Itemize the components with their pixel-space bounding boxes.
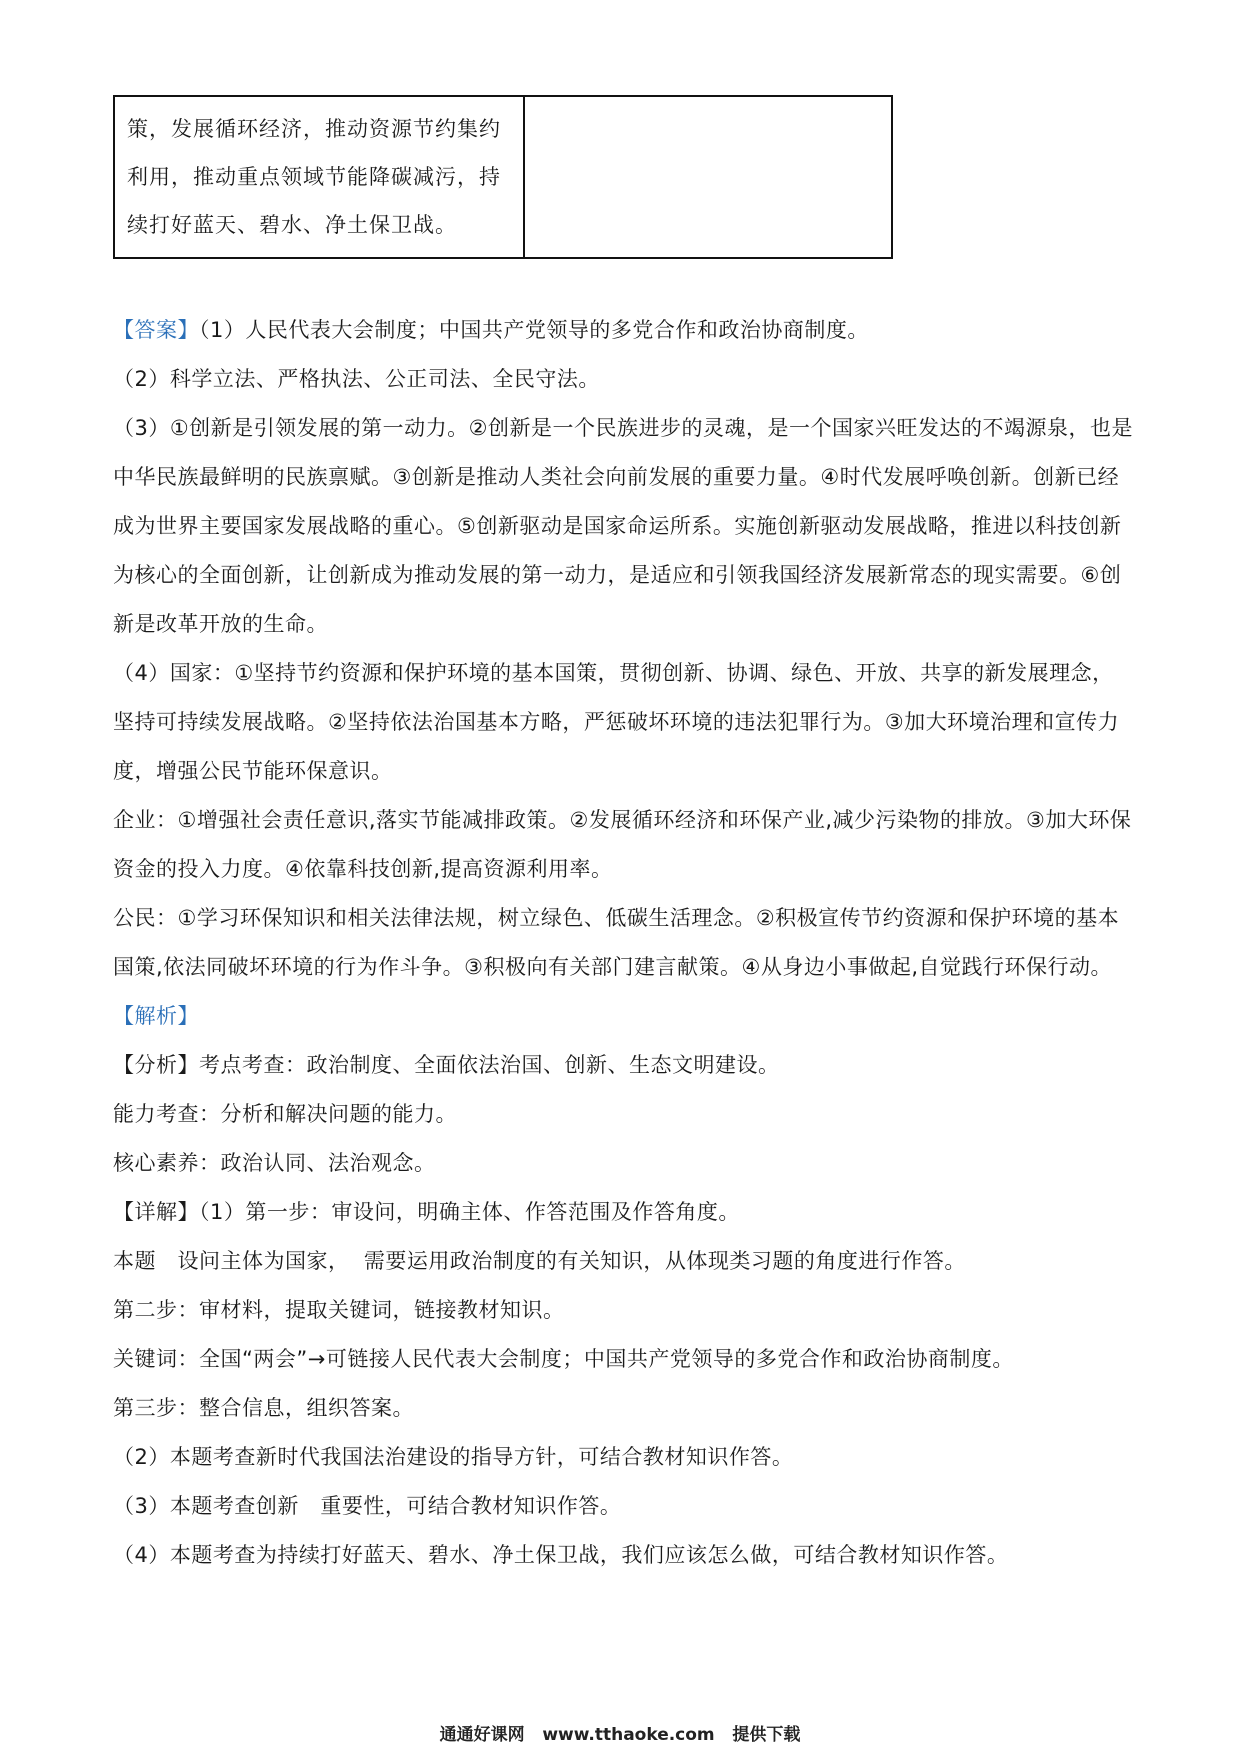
answer-paragraph-2: （2）科学立法、严格执法、公正司法、全民守法。 bbox=[113, 367, 600, 391]
analysis-paragraph-4: 【详解】（1）第一步：审设问，明确主体、作答范围及作答角度。 bbox=[113, 1200, 740, 1224]
table-cell-right bbox=[525, 97, 891, 257]
answer-tag: 【答案】 bbox=[113, 318, 199, 342]
analysis-paragraph-1: 【分析】考点考查：政治制度、全面依法治国、创新、生态文明建设。 bbox=[113, 1053, 780, 1077]
analysis-paragraph-2: 能力考查：分析和解决问题的能力。 bbox=[113, 1102, 457, 1126]
analysis-paragraph-5: 本题 设问主体为国家， 需要运用政治制度的有关知识，从体现类习题的角度进行作答。 bbox=[113, 1249, 966, 1273]
analysis-paragraph-3: 核心素养：政治认同、法治观念。 bbox=[113, 1151, 436, 1175]
answer-paragraph-1 bbox=[113, 306, 1133, 355]
analysis-paragraph-8: 第三步：整合信息，组织答案。 bbox=[113, 1396, 414, 1420]
answer-paragraph-3: （3）①创新是引领发展的第一动力。②创新是一个民族进步的灵魂，是一个国家兴旺发达的不竭源泉，也是中华民族最鲜明的民族禀赋。③创新是推动人类社会向前发展的重要力量。④时代发展呼唤创新。创新已经成为世界主要国家发展战略的重心。⑤创新驱动是国家命运所系。实施创新驱动发展战略，推进以科技创新为核心的全面创新，让创新成为推动发展的第一动力，是适应和引领我国经济发展新常态的现实需要。⑥创新是改革开放的生命。 bbox=[113, 416, 1134, 636]
answer-paragraph-6: 公民：①学习环保知识和相关法律法规，树立绿色、低碳生活理念。②积极宣传节约资源和保护环境的基本国策,依法同破坏环境的行为作斗争。③积极向有关部门建言献策。④从身边小事做起,自觉践行环保行动。 bbox=[113, 906, 1120, 979]
analysis-paragraph-7: 关键词：全国“两会”→可链接人民代表大会制度；中国共产党领导的多党合作和政治协商制度。 bbox=[113, 1347, 1014, 1371]
analysis-paragraph-10: （3）本题考查创新 重要性，可结合教材知识作答。 bbox=[113, 1494, 622, 1518]
answer-body bbox=[113, 306, 1133, 1580]
answer-paragraph-4: （4）国家：①坚持节约资源和保护环境的基本国策，贯彻创新、协调、绿色、开放、共享的新发展理念，坚持可持续发展战略。②坚持依法治国基本方略，严惩破坏环境的违法犯罪行为。③加大环境治理和宣传力度，增强公民节能环保意识。 bbox=[113, 661, 1120, 783]
analysis-paragraph-9: （2）本题考查新时代我国法治建设的指导方针，可结合教材知识作答。 bbox=[113, 1445, 794, 1469]
analysis-tag: 【解析】 bbox=[113, 1004, 199, 1028]
answer-text-1: （1）人民代表大会制度；中国共产党领导的多党合作和政治协商制度。 bbox=[199, 318, 869, 342]
continuation-table bbox=[113, 95, 893, 259]
page-footer: 通通好课网 www.tthaoke.com 提供下载 bbox=[439, 1725, 801, 1745]
answer-paragraph-5: 企业：①增强社会责任意识,落实节能减排政策。②发展循环经济和环保产业,减少污染物的排放。③加大环保资金的投入力度。④依靠科技创新,提高资源利用率。 bbox=[113, 808, 1132, 881]
analysis-paragraph-11: （4）本题考查为持续打好蓝天、碧水、净土保卫战，我们应该怎么做，可结合教材知识作答。 bbox=[113, 1543, 1009, 1567]
table-cell-left: 策，发展循环经济，推动资源节约集约利用，推动重点领域节能降碳减污，持续打好蓝天、碧水、净土保卫战。 bbox=[115, 97, 525, 257]
analysis-paragraph-6: 第二步：审材料，提取关键词，链接教材知识。 bbox=[113, 1298, 565, 1322]
